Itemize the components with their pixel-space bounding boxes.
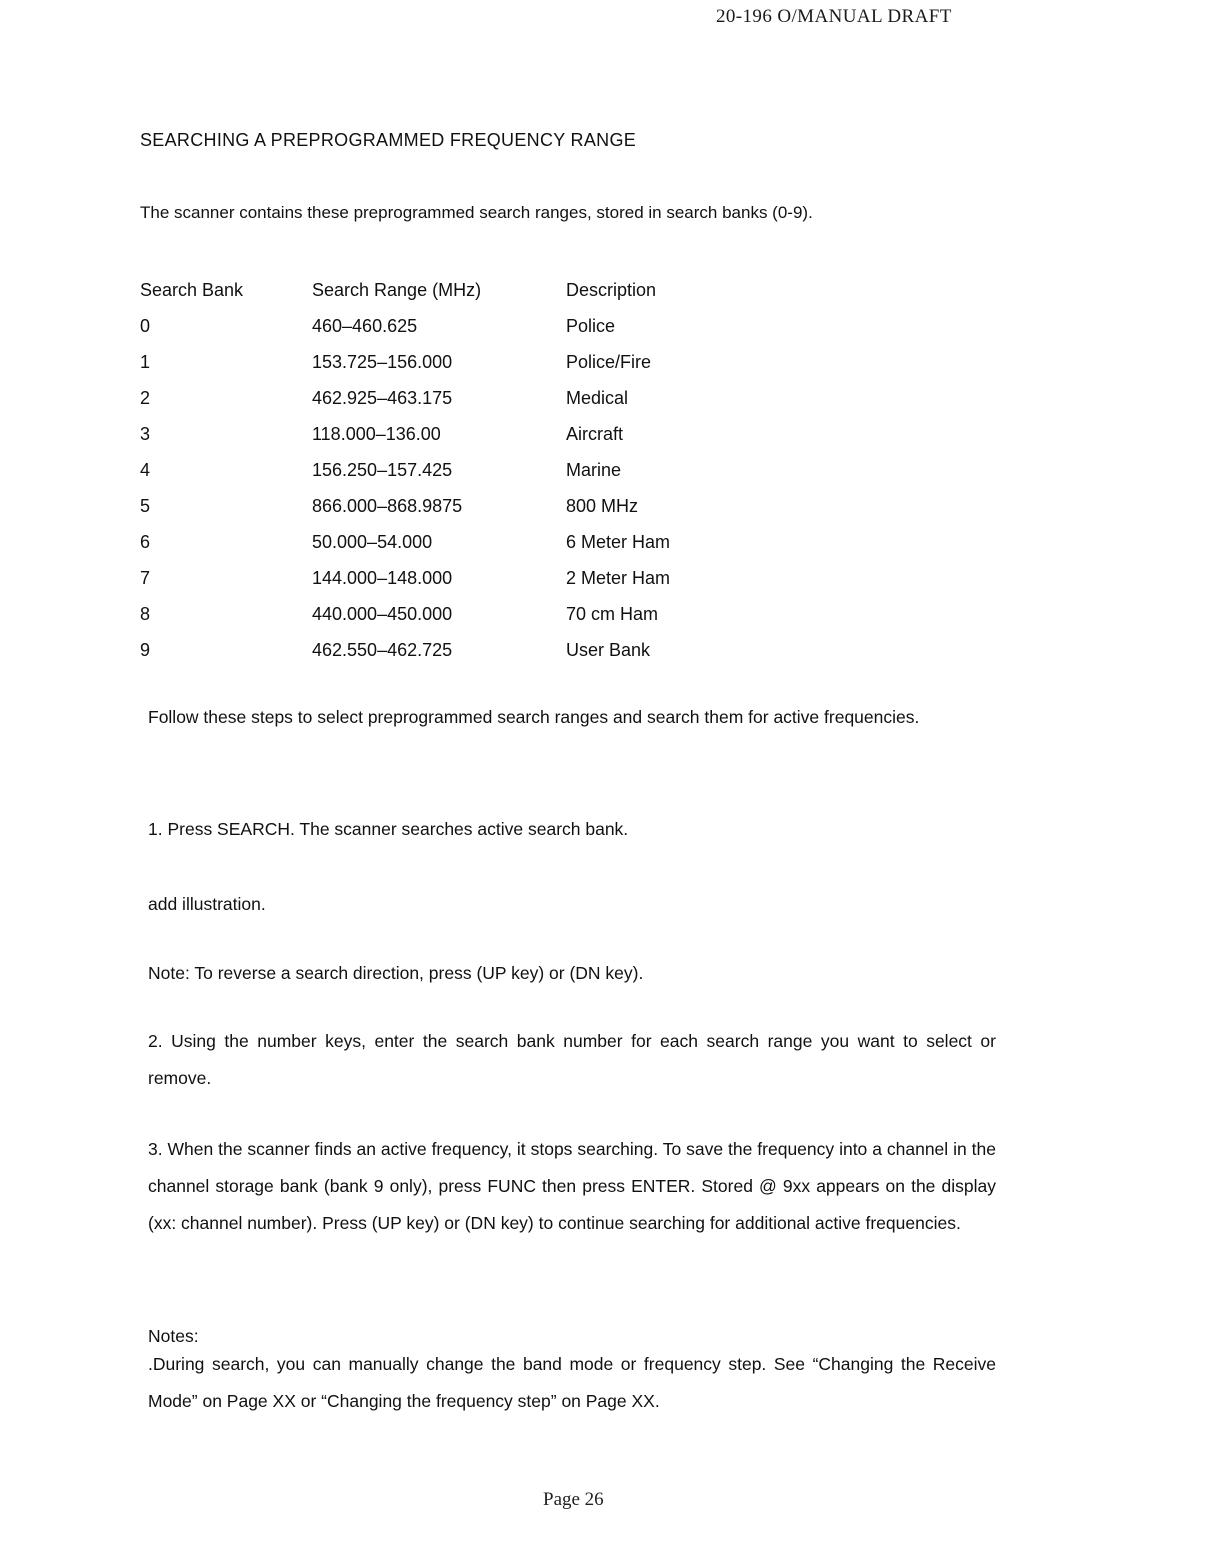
step-1: 1. Press SEARCH. The scanner searches active search bank. xyxy=(148,819,629,839)
search-direction-note: Note: To reverse a search direction, press (UP key) or (DN key). xyxy=(148,963,644,983)
section-heading: SEARCHING A PREPROGRAMMED FREQUENCY RANGE xyxy=(140,130,637,150)
search-range: 153.725–156.000 xyxy=(312,351,453,372)
column-header-search-range: Search Range (MHz) xyxy=(312,279,482,300)
search-range: 144.000–148.000 xyxy=(312,567,453,588)
follow-steps-paragraph: Follow these steps to select preprogrammed search ranges and search them for active frequencies. xyxy=(148,707,920,727)
table-row xyxy=(140,596,766,632)
table-header-row xyxy=(140,272,766,308)
column-header-search-bank: Search Bank xyxy=(140,279,244,300)
range-description: Marine xyxy=(566,459,622,480)
page-header-title: 20-196 O/MANUAL DRAFT xyxy=(716,6,952,27)
search-range: 462.925–463.175 xyxy=(312,387,453,408)
table-row xyxy=(140,632,766,668)
step-2: 2. Using the number keys, enter the search bank number for each search range you want to select or remove. xyxy=(148,1031,996,1088)
range-description: Aircraft xyxy=(566,423,624,444)
search-range: 156.250–157.425 xyxy=(312,459,453,480)
search-bank-table xyxy=(140,272,766,668)
bank-number: 2 xyxy=(140,387,151,408)
range-description: Police/Fire xyxy=(566,351,652,372)
table-row xyxy=(140,344,766,380)
bank-number: 4 xyxy=(140,459,151,480)
step-3: 3. When the scanner finds an active frequency, it stops searching. To save the frequency into a channel in the channel storage bank (bank 9 only), press FUNC then press ENTER. Stored @ 9xx appears on the display (xx: channel number). Press (UP key) or (DN key) to continue searching for additional active frequencies. xyxy=(148,1139,996,1233)
table-row xyxy=(140,452,766,488)
range-description: User Bank xyxy=(566,639,651,660)
page-number: Page 26 xyxy=(543,1489,604,1510)
table-row xyxy=(140,380,766,416)
table-row xyxy=(140,308,766,344)
bank-number: 6 xyxy=(140,531,151,552)
search-range: 866.000–868.9875 xyxy=(312,495,463,516)
table-row xyxy=(140,416,766,452)
range-description: Medical xyxy=(566,387,629,408)
search-range: 50.000–54.000 xyxy=(312,531,433,552)
table-row xyxy=(140,560,766,596)
table-row xyxy=(140,524,766,560)
notes-text: .During search, you can manually change the band mode or frequency step. See “Changing the Receive Mode” on Page XX or “Changing the frequency step” on Page XX. xyxy=(148,1354,996,1411)
intro-paragraph: The scanner contains these preprogrammed search ranges, stored in search banks (0-9). xyxy=(140,203,813,222)
bank-number: 5 xyxy=(140,495,151,516)
table-row xyxy=(140,488,766,524)
bank-number: 7 xyxy=(140,567,151,588)
range-description: 800 MHz xyxy=(566,495,639,516)
bank-number: 8 xyxy=(140,603,151,624)
illustration-placeholder: add illustration. xyxy=(148,894,266,914)
search-range: 440.000–450.000 xyxy=(312,603,453,624)
range-description: 70 cm Ham xyxy=(566,603,659,624)
range-description: 6 Meter Ham xyxy=(566,531,671,552)
notes-label: Notes: xyxy=(148,1326,199,1346)
bank-number: 1 xyxy=(140,351,151,372)
search-range: 462.550–462.725 xyxy=(312,639,453,660)
range-description: 2 Meter Ham xyxy=(566,567,671,588)
bank-number: 9 xyxy=(140,639,151,660)
column-header-description: Description xyxy=(566,279,657,300)
search-range: 460–460.625 xyxy=(312,315,418,336)
bank-number: 0 xyxy=(140,315,151,336)
search-range: 118.000–136.00 xyxy=(312,423,441,444)
bank-number: 3 xyxy=(140,423,151,444)
range-description: Police xyxy=(566,315,616,336)
